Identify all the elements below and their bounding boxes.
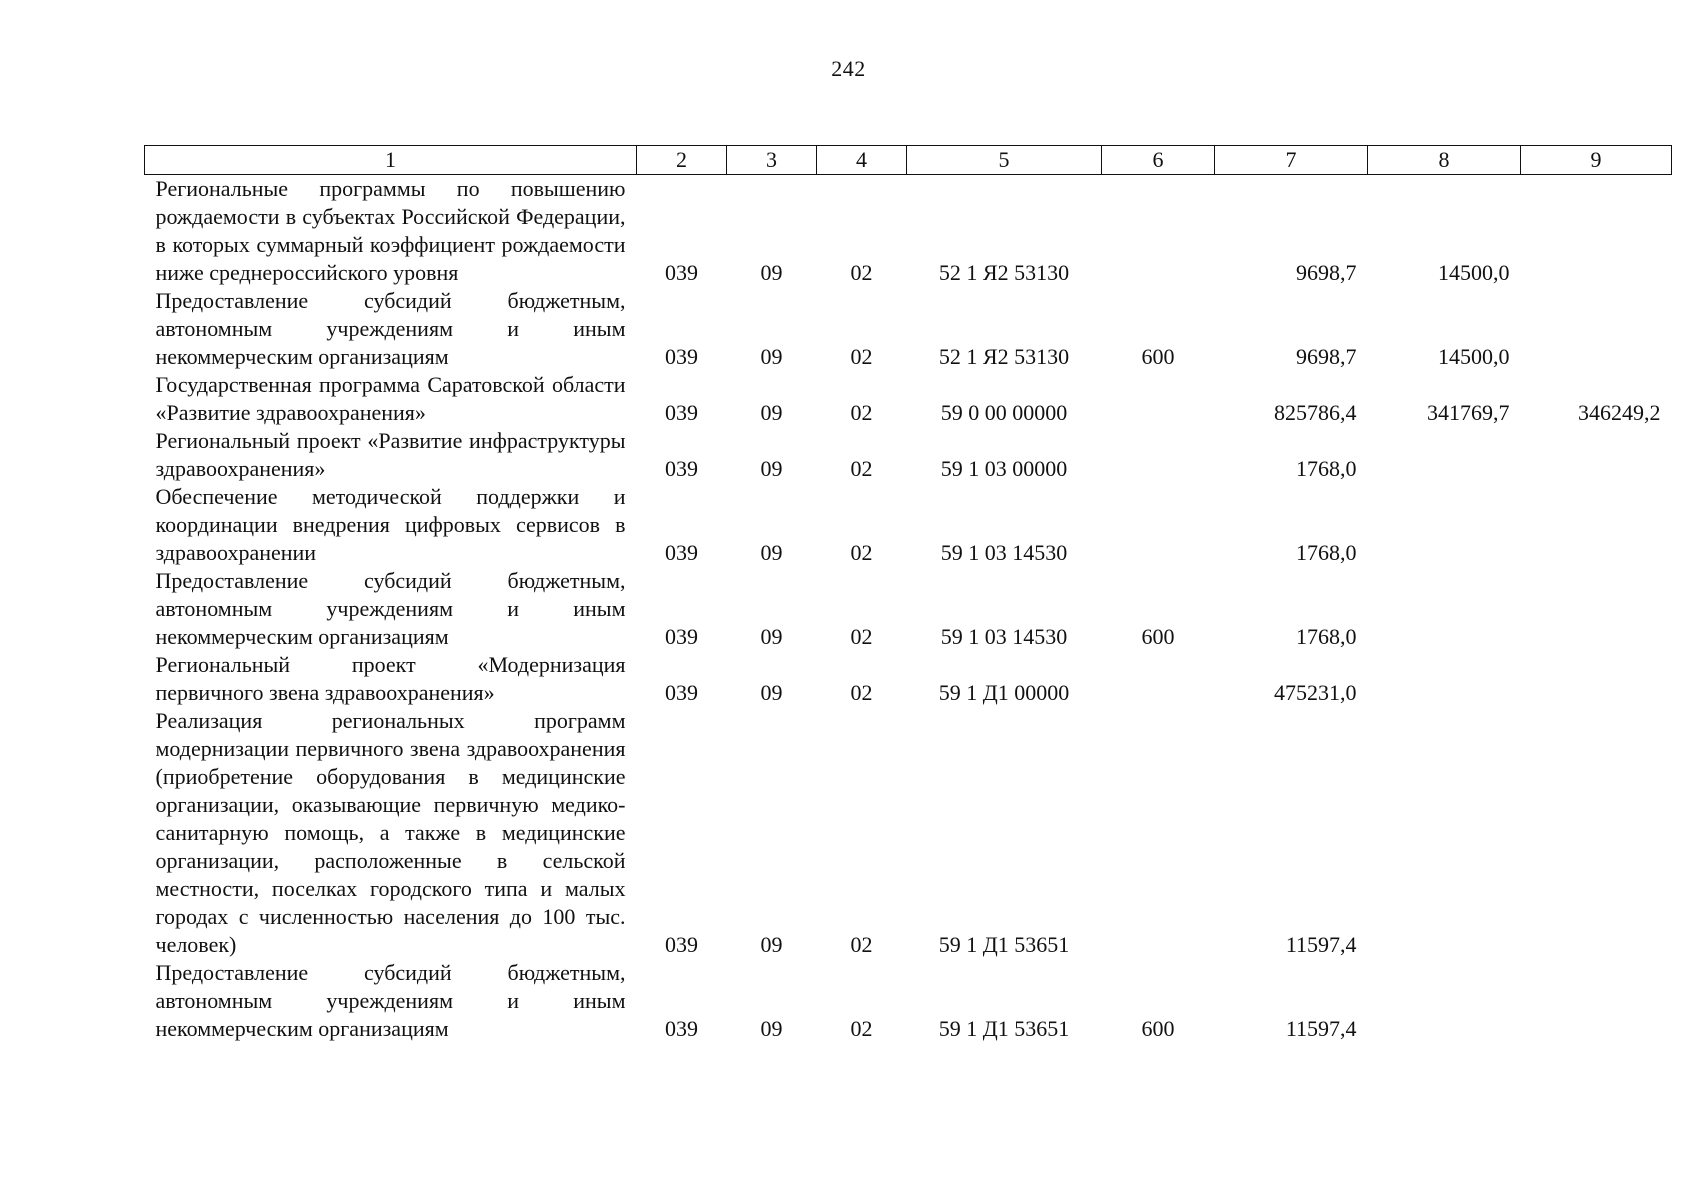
cell-subsection: 02 — [850, 456, 873, 481]
cell-ministry-code: 039 — [665, 1016, 698, 1041]
cell-target-article: 59 1 03 00000 — [940, 456, 1068, 481]
table-row — [145, 707, 1672, 959]
row-name: Предоставление субсидий бюджетным, автономным учреждениям и иным некоммерческим организациям — [155, 568, 626, 649]
table-row — [145, 371, 1672, 427]
table-row — [145, 651, 1672, 707]
row-name: Предоставление субсидий бюджетным, автономным учреждениям и иным некоммерческим организациям — [155, 288, 626, 369]
cell-subsection: 02 — [850, 932, 873, 957]
cell-ministry-code: 039 — [665, 400, 698, 425]
cell-section: 09 — [760, 456, 783, 481]
cell-target-article: 52 1 Я2 53130 — [938, 260, 1070, 285]
cell-amount-col9 — [1521, 483, 1672, 567]
cell-ministry-code: 039 — [665, 680, 698, 705]
cell-expense-type: 600 — [1141, 624, 1175, 649]
cell-amount-col8 — [1368, 707, 1521, 959]
cell-amount-col7: 825786,4 — [1274, 400, 1357, 425]
cell-amount-col7: 1768,0 — [1296, 540, 1357, 565]
cell-amount-col7: 1768,0 — [1296, 624, 1357, 649]
cell-target-article: 59 1 Д1 53651 — [938, 1016, 1070, 1041]
column-header-5: 5 — [907, 146, 1102, 175]
cell-target-article: 59 1 03 14530 — [940, 540, 1068, 565]
cell-expense-type — [1102, 483, 1215, 567]
cell-subsection: 02 — [850, 400, 873, 425]
row-name: Региональный проект «Модернизация первичного звена здравоохранения» — [155, 652, 626, 705]
cell-ministry-code: 039 — [665, 624, 698, 649]
cell-amount-col8: 14500,0 — [1438, 260, 1510, 285]
cell-expense-type — [1102, 175, 1215, 288]
row-name: Обеспечение методической поддержки и координации внедрения цифровых сервисов в здравоохранении — [155, 484, 626, 565]
cell-expense-type — [1102, 427, 1215, 483]
cell-expense-type — [1102, 707, 1215, 959]
cell-target-article: 52 1 Я2 53130 — [938, 344, 1070, 369]
cell-ministry-code: 039 — [665, 540, 698, 565]
cell-subsection: 02 — [850, 624, 873, 649]
cell-amount-col9 — [1521, 707, 1672, 959]
table-row — [145, 567, 1672, 651]
row-name: Региональные программы по повышению рождаемости в субъектах Российской Федерации, в которых суммарный коэффициент рождаемости ниже среднероссийского уровня — [155, 176, 626, 285]
table-row — [145, 175, 1672, 288]
cell-expense-type — [1102, 371, 1215, 427]
column-header-9: 9 — [1521, 146, 1672, 175]
cell-ministry-code: 039 — [665, 932, 698, 957]
cell-expense-type — [1102, 651, 1215, 707]
cell-ministry-code: 039 — [665, 456, 698, 481]
cell-amount-col8: 341769,7 — [1427, 400, 1510, 425]
column-header-1: 1 — [145, 146, 637, 175]
cell-section: 09 — [760, 400, 783, 425]
row-name: Региональный проект «Развитие инфраструктуры здравоохранения» — [155, 428, 626, 481]
cell-amount-col7: 9698,7 — [1296, 260, 1357, 285]
cell-amount-col7: 9698,7 — [1296, 344, 1357, 369]
table-row — [145, 483, 1672, 567]
cell-expense-type: 600 — [1141, 344, 1175, 369]
row-name: Предоставление субсидий бюджетным, автономным учреждениям и иным некоммерческим организациям — [155, 960, 626, 1041]
cell-amount-col8: 14500,0 — [1438, 344, 1510, 369]
cell-amount-col8 — [1368, 483, 1521, 567]
cell-subsection: 02 — [850, 260, 873, 285]
cell-section: 09 — [760, 932, 783, 957]
cell-amount-col8 — [1368, 567, 1521, 651]
cell-target-article: 59 1 Д1 00000 — [938, 680, 1070, 705]
cell-target-article: 59 1 Д1 53651 — [938, 932, 1070, 957]
row-name: Государственная программа Саратовской области «Развитие здравоохранения» — [155, 372, 626, 425]
cell-amount-col7: 11597,4 — [1285, 1016, 1357, 1041]
cell-amount-col7: 475231,0 — [1274, 680, 1357, 705]
cell-amount-col9 — [1521, 175, 1672, 288]
table-row — [145, 427, 1672, 483]
page-number: 242 — [831, 56, 866, 81]
cell-target-article: 59 0 00 00000 — [940, 400, 1068, 425]
cell-ministry-code: 039 — [665, 344, 698, 369]
cell-amount-col9: 346249,2 — [1578, 400, 1661, 425]
column-header-6: 6 — [1102, 146, 1215, 175]
cell-amount-col9 — [1521, 651, 1672, 707]
cell-subsection: 02 — [850, 680, 873, 705]
cell-amount-col9 — [1521, 959, 1672, 1043]
column-header-3: 3 — [727, 146, 817, 175]
row-name: Реализация региональных программ модернизации первичного звена здравоохранения (приобретение оборудования в медицинские организации, оказывающие первичную медико-санитарную помощь, а также в медицинские организации, расположенные в сельской местности, поселках городского типа и малых городах с численностью населения до 100 тыс. человек) — [155, 708, 626, 957]
cell-section: 09 — [760, 680, 783, 705]
cell-section: 09 — [760, 1016, 783, 1041]
column-header-2: 2 — [637, 146, 727, 175]
cell-amount-col8 — [1368, 427, 1521, 483]
column-header-4: 4 — [817, 146, 907, 175]
table-row — [145, 287, 1672, 371]
column-header-7: 7 — [1215, 146, 1368, 175]
cell-amount-col9 — [1521, 427, 1672, 483]
cell-subsection: 02 — [850, 344, 873, 369]
cell-amount-col9 — [1521, 567, 1672, 651]
cell-expense-type: 600 — [1141, 1016, 1175, 1041]
cell-ministry-code: 039 — [665, 260, 698, 285]
cell-section: 09 — [760, 344, 783, 369]
column-header-8: 8 — [1368, 146, 1521, 175]
table-row — [145, 959, 1672, 1043]
cell-amount-col7: 1768,0 — [1296, 456, 1357, 481]
cell-amount-col9 — [1521, 287, 1672, 371]
budget-table — [144, 145, 1672, 1043]
cell-subsection: 02 — [850, 540, 873, 565]
table-header-row — [145, 146, 1672, 175]
cell-section: 09 — [760, 540, 783, 565]
cell-amount-col8 — [1368, 651, 1521, 707]
cell-amount-col8 — [1368, 959, 1521, 1043]
cell-amount-col7: 11597,4 — [1285, 932, 1357, 957]
cell-section: 09 — [760, 260, 783, 285]
cell-target-article: 59 1 03 14530 — [940, 624, 1068, 649]
cell-section: 09 — [760, 624, 783, 649]
cell-subsection: 02 — [850, 1016, 873, 1041]
